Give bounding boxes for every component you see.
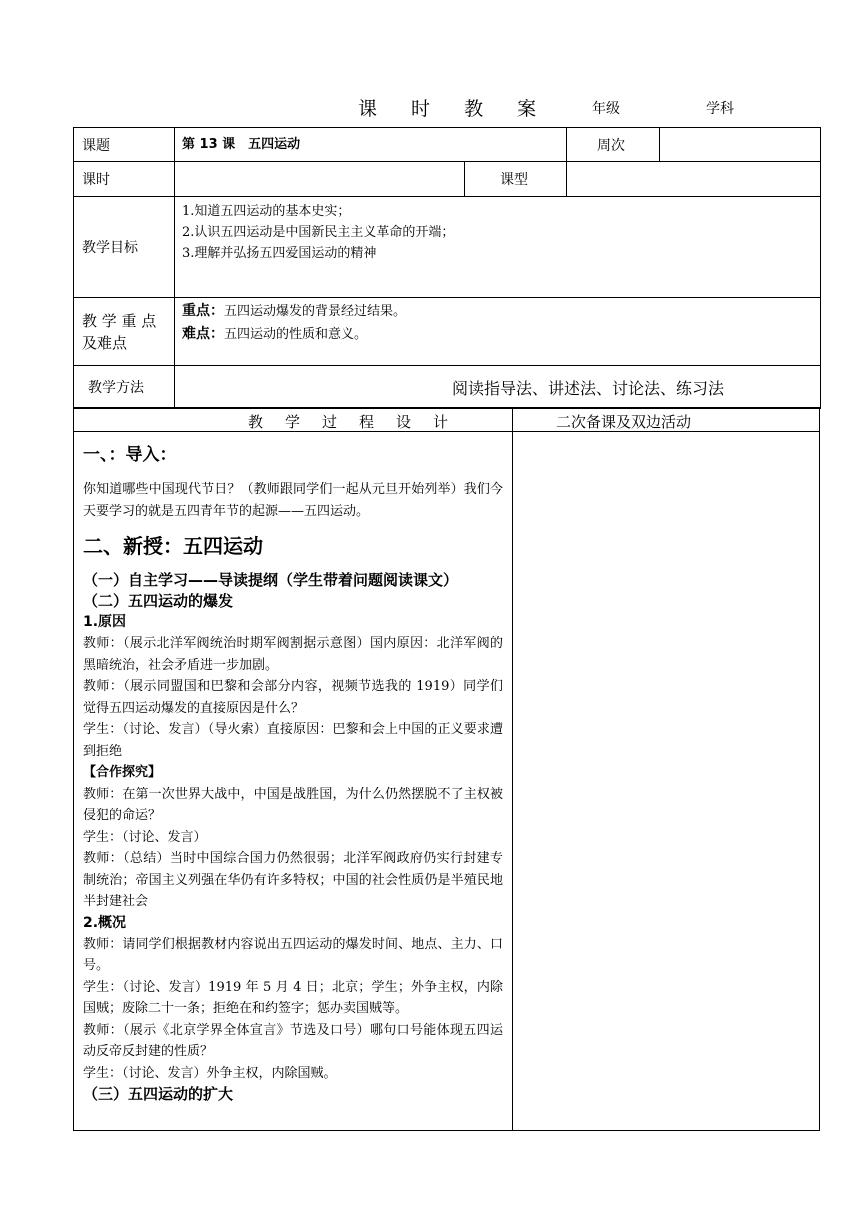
process-header-left <box>74 408 513 432</box>
paragraph: 教师：（展示北洋军阀统治时期军阀割据示意图）国内原因：北洋军阀的黑暗统治，社会矛盾进一步加剧。 <box>83 636 503 673</box>
paragraph: 教师：（展示《北京学界全体宣言》节选及口号）哪句口号能体现五四运动反帝反封建的性质？ <box>83 1022 503 1059</box>
section-heading-1: （一）自主学习——导读提纲（学生带着问题阅读课文） <box>83 571 459 589</box>
paragraph: 教师：在第一次世界大战中，中国是战胜国，为什么仍然摆脱不了主权被侵犯的命运？ <box>83 786 503 823</box>
objectives-row <box>74 197 821 298</box>
method-value: 阅读指导法、讲述法、讨论法、练习法 <box>452 378 725 398</box>
paragraph: 教师：（展示同盟国和巴黎和会部分内容，视频节选我的 1919）同学们觉得五四运动爆发的直接原因是什么？ <box>83 679 503 716</box>
objectives-label: 教学目标 <box>74 197 175 298</box>
difficult-label: 难点： <box>182 326 224 342</box>
paragraph: 学生：（讨论、发言）（导火索）直接原因：巴黎和会上中国的正义要求遭到拒绝 <box>83 722 503 759</box>
objective-item: 1.知道五四运动的基本史实； <box>182 204 351 219</box>
keypoints-label <box>74 298 175 366</box>
column-divider <box>512 432 513 1130</box>
objective-item: 3.理解并弘扬五四爱国运动的精神 <box>182 246 377 261</box>
keypoints-row <box>74 298 821 366</box>
process-header-left-text: 教学过程设计 <box>248 413 471 431</box>
overview-heading: 2.概况 <box>83 914 127 931</box>
cause-heading: 1.原因 <box>83 614 127 630</box>
week-label: 周次 <box>567 128 660 162</box>
lesson-info-table <box>73 127 821 409</box>
section-heading-3: （三）五四运动的扩大 <box>83 1085 234 1103</box>
intro-text: 你知道哪些中国现代节日？（教师跟同学们一起从元旦开始列举）我们今天要学习的就是五四青年节的起源——五四运动。 <box>83 482 503 519</box>
period-value[interactable] <box>175 162 465 197</box>
topic-text: 第 13 课 五四运动 <box>182 137 301 152</box>
document-title: 课 时 教 案 <box>358 98 551 120</box>
difficult-text: 五四运动的性质和意义。 <box>224 327 368 342</box>
method-cell[interactable] <box>175 366 821 409</box>
keypoints-label-line2: 及难点 <box>82 333 128 352</box>
objective-item: 2.认识五四运动是中国新民主主义革命的开端； <box>182 225 455 240</box>
section-heading-2: （二）五四运动的爆发 <box>83 592 234 610</box>
topic-row <box>74 128 821 162</box>
process-header-right <box>513 408 819 432</box>
paragraph: 教师：（总结）当时中国综合国力仍然很弱；北洋军阀政府仍实行封建专制统治；帝国主义列强在华仍有许多特权；中国的社会性质仍是半殖民地半封建社会 <box>83 851 503 909</box>
paragraph: 教师：请同学们根据教材内容说出五四运动的爆发时间、地点、主力、口号。 <box>83 936 503 973</box>
grade-label: 年级 <box>592 101 620 117</box>
page-header <box>0 94 860 120</box>
teaching-process-table <box>73 407 820 1131</box>
period-row <box>74 162 821 197</box>
process-content[interactable] <box>83 443 503 1105</box>
method-label: 教学方法 <box>74 366 175 409</box>
subject-label: 学科 <box>706 101 734 117</box>
process-header-right-text: 二次备课及双边活动 <box>556 413 692 431</box>
keypoints-label-line1: 教 学 重 点 <box>82 311 157 330</box>
intro-heading: 一、：导入： <box>83 445 177 465</box>
difficult-point-line <box>182 323 820 346</box>
topic-label: 课题 <box>74 128 175 162</box>
new-lesson-heading: 二、新授：五四运动 <box>83 534 263 558</box>
lesson-type-label: 课型 <box>465 162 567 197</box>
week-value[interactable] <box>660 128 821 162</box>
method-row <box>74 366 821 409</box>
key-point-line <box>182 300 820 323</box>
objectives-cell[interactable] <box>175 197 821 298</box>
period-label: 课时 <box>74 162 175 197</box>
key-text: 五四运动爆发的背景经过结果。 <box>224 304 407 319</box>
paragraph: 学生：（讨论、发言） <box>83 829 207 845</box>
paragraph: 学生：（讨论、发言）1919 年 5 月 4 日；北京；学生；外争主权，内除国贼；废除二十一条；拒绝在和约签字；惩办卖国贼等。 <box>83 979 503 1016</box>
lesson-type-value[interactable] <box>567 162 821 197</box>
cooperative-inquiry-label: 【合作探究】 <box>83 765 162 780</box>
key-label: 重点： <box>182 303 224 319</box>
keypoints-cell[interactable] <box>175 298 821 366</box>
paragraph: 学生：（讨论、发言）外争主权，内除国贼。 <box>83 1065 337 1081</box>
topic-value[interactable] <box>175 128 567 162</box>
